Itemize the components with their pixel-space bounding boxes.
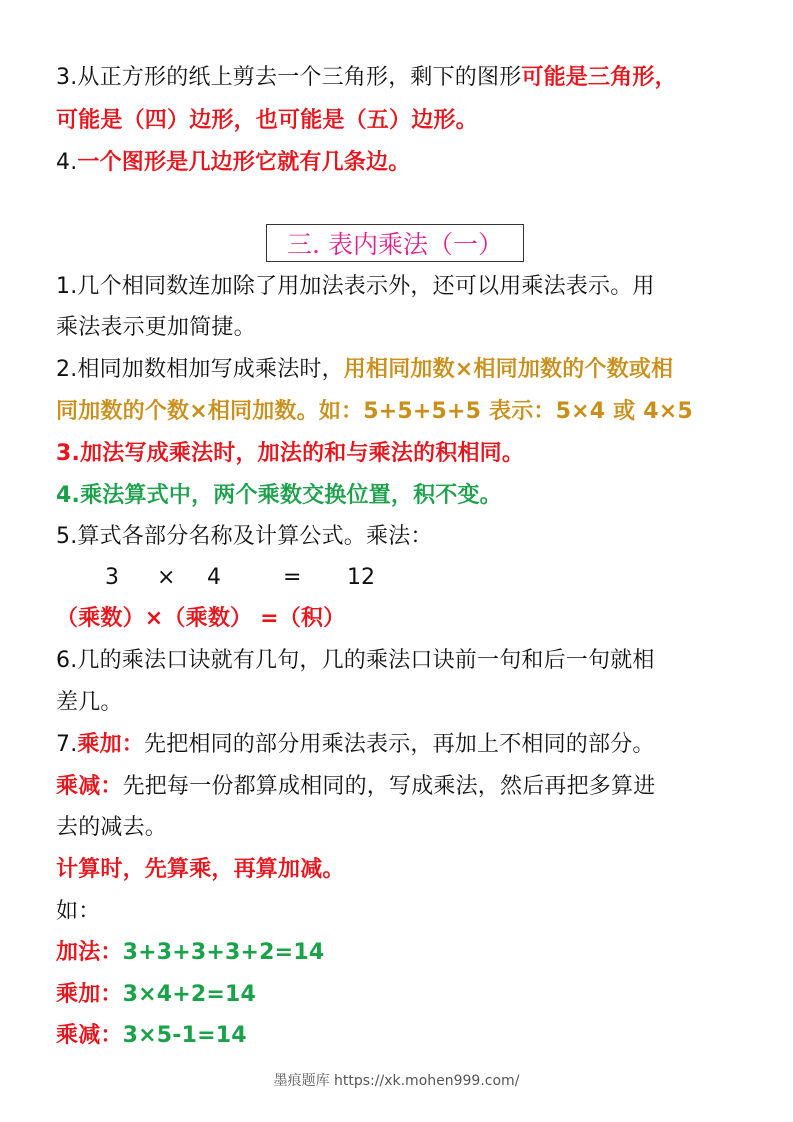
para-6-line-1: 6.几的乘法口诀就有几句，几的乘法口诀前一句和后一句就相 — [56, 648, 655, 673]
para-8-text: 先把每一份都算成相同的，写成乘法，然后再把多算进 — [122, 774, 656, 799]
item-3-text: 3.从正方形的纸上剪去一个三角形，剩下的图形 — [56, 65, 522, 90]
example-label: 乘加： — [56, 982, 123, 1007]
example-expression: 3×4+2=14 — [122, 982, 257, 1007]
para-2-highlight: 用相同加数×相同加数的个数或相 — [343, 357, 674, 382]
para-7 — [56, 730, 655, 760]
para-2-line-2: 同加数的个数×相同加数。如：5+5+5+5 表示：5×4 或 4×5 — [56, 399, 693, 424]
para-8-label: 乘减： — [56, 774, 123, 799]
para-1-line-1: 1.几个相同数连加除了用加法表示外，还可以用乘法表示。用 — [56, 274, 655, 299]
para-8-line-1 — [56, 772, 655, 802]
calculation-rule: 计算时，先算乘，再算加减。 — [56, 857, 345, 882]
para-3: 3.加法写成乘法时，加法的和与乘法的积相同。 — [56, 441, 525, 466]
formula-factor-b: 4 — [207, 565, 221, 590]
formula-product: 12 — [347, 565, 375, 590]
para-7-number: 7. — [56, 732, 78, 757]
example-label: 加法： — [56, 940, 123, 965]
para-7-text: 先把相同的部分用乘法表示，再加上不相同的部分。 — [144, 732, 655, 757]
item-4-number: 4. — [56, 150, 78, 175]
para-4: 4.乘法算式中，两个乘数交换位置，积不变。 — [56, 483, 502, 508]
example-addition — [56, 938, 324, 968]
formula-times-sign: × — [157, 565, 176, 590]
para-8-line-2: 去的减去。 — [56, 815, 168, 840]
formula-equals-sign: = — [283, 565, 302, 590]
para-6-line-2: 差几。 — [56, 690, 123, 715]
footer-watermark: 墨痕题库 https://xk.mohen999.com/ — [273, 1073, 520, 1089]
example-multiply-subtract — [56, 1021, 247, 1051]
para-2-text: 2.相同加数相加写成乘法时， — [56, 357, 344, 382]
item-3-line-2: 可能是（四）边形，也可能是（五）边形。 — [56, 108, 478, 133]
section-heading: 三. 表内乘法（一） — [266, 224, 524, 262]
example-intro: 如： — [56, 899, 101, 924]
example-expression: 3+3+3+3+2=14 — [122, 940, 325, 965]
example-label: 乘减： — [56, 1023, 123, 1048]
item-3-line-1 — [56, 63, 677, 93]
formula-factor-a: 3 — [105, 565, 119, 590]
item-3-highlight: 可能是三角形， — [521, 65, 677, 90]
example-multiply-add — [56, 980, 256, 1010]
formula-part-names: （乘数）×（乘数） =（积） — [56, 606, 346, 631]
item-4-line — [56, 148, 410, 178]
item-4-text: 一个图形是几边形它就有几条边。 — [77, 150, 411, 175]
example-expression: 3×5-1=14 — [122, 1023, 247, 1048]
para-1-line-2: 乘法表示更加简捷。 — [56, 315, 256, 340]
para-5: 5.算式各部分名称及计算公式。乘法： — [56, 524, 433, 549]
para-2-line-1 — [56, 355, 673, 385]
para-7-label: 乘加： — [77, 732, 144, 757]
